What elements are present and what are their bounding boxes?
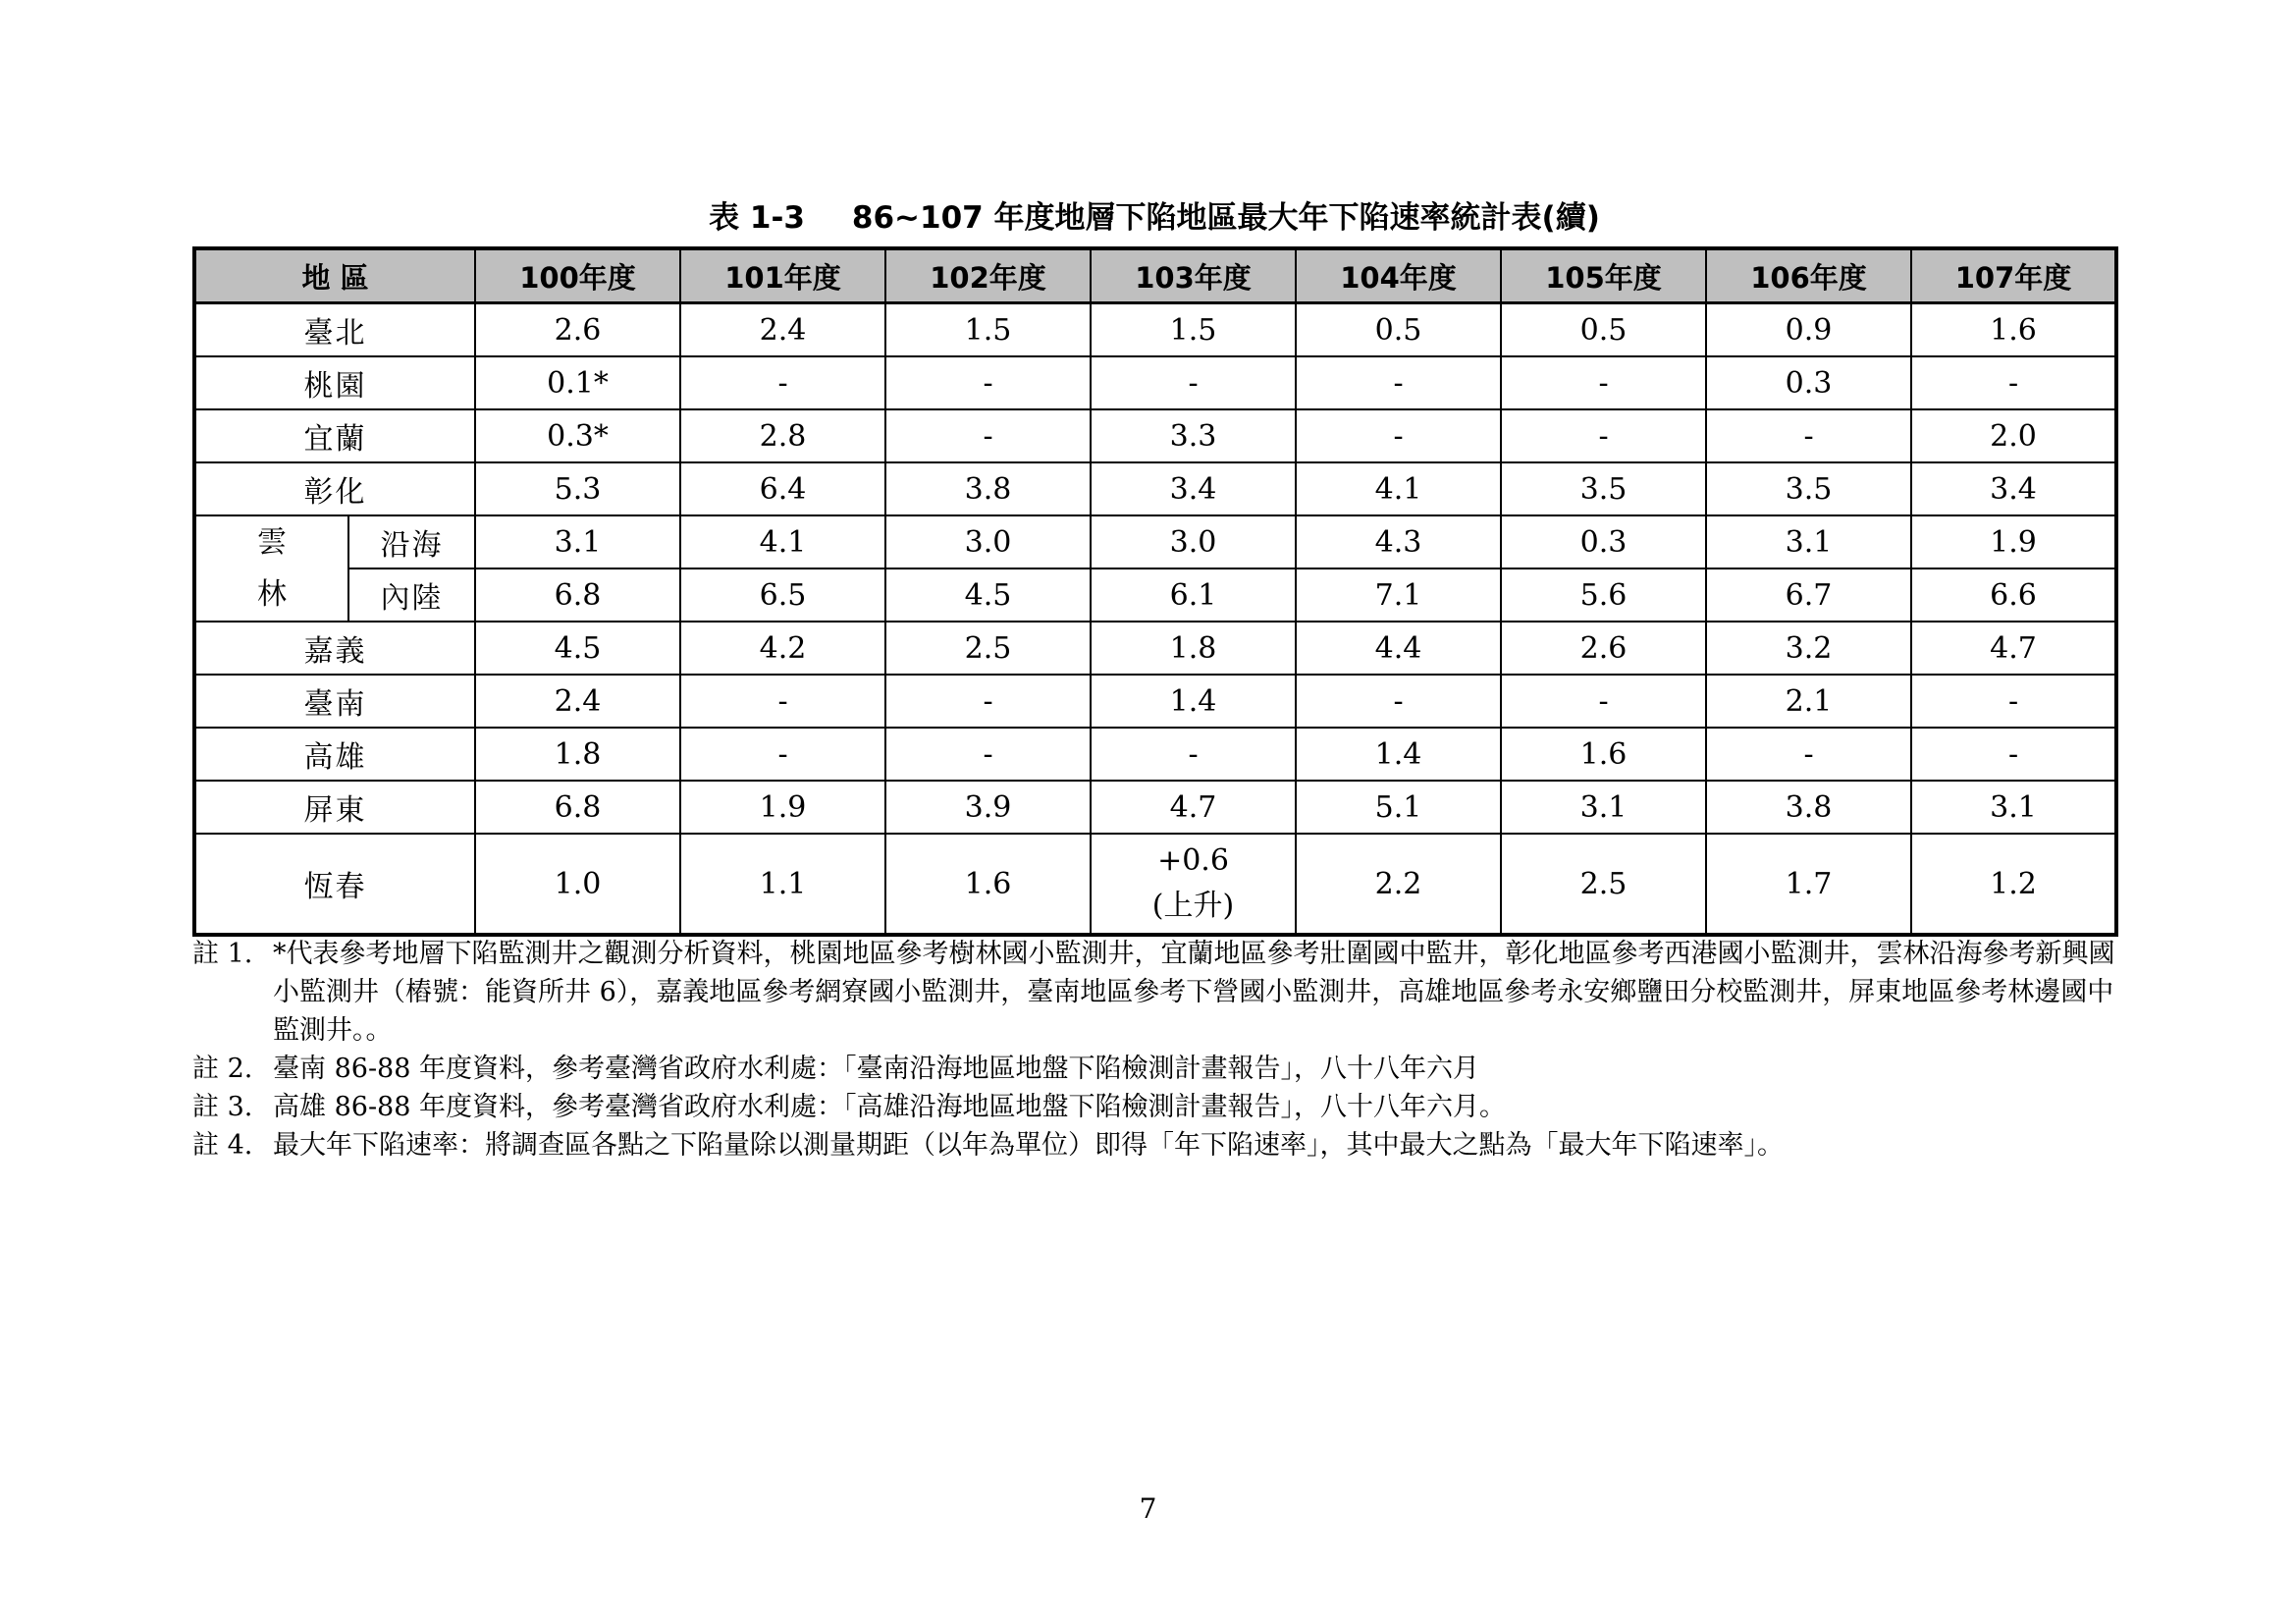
value-cell: - — [1501, 675, 1706, 728]
table-row — [194, 303, 2116, 357]
value-cell: 1.1 — [680, 834, 885, 935]
subregion-cell: 沿海 — [348, 515, 475, 568]
value-cell: 4.3 — [1296, 515, 1501, 568]
region-cell: 高雄 — [194, 728, 475, 781]
value-cell: 1.9 — [1911, 515, 2116, 568]
table-title — [192, 196, 2116, 240]
value-cell: - — [885, 675, 1091, 728]
value-cell: 1.8 — [1091, 622, 1296, 675]
value-cell: 3.4 — [1911, 462, 2116, 515]
value-cell: 5.3 — [475, 462, 680, 515]
footnote-label: 註 3. — [192, 1092, 253, 1122]
value-cell: 1.6 — [1911, 303, 2116, 357]
value-cell: 4.7 — [1091, 781, 1296, 834]
region-cell: 臺南 — [194, 675, 475, 728]
value-cell: 6.8 — [475, 781, 680, 834]
value-cell: 1.2 — [1911, 834, 2116, 935]
table-row — [194, 675, 2116, 728]
footnote — [192, 1126, 2121, 1164]
value-cell: 2.8 — [680, 409, 885, 462]
value-cell: - — [680, 356, 885, 409]
value-cell: 4.4 — [1296, 622, 1501, 675]
region-cell: 宜蘭 — [194, 409, 475, 462]
value-cell: - — [1296, 675, 1501, 728]
value-cell: 0.9 — [1706, 303, 1911, 357]
value-cell-rise — [1091, 834, 1296, 935]
year-header: 104年度 — [1296, 248, 1501, 303]
value-cell: 4.7 — [1911, 622, 2116, 675]
value-cell: 4.2 — [680, 622, 885, 675]
value-cell: 3.1 — [1706, 515, 1911, 568]
value-cell: 3.0 — [1091, 515, 1296, 568]
value-cell: 0.1* — [475, 356, 680, 409]
value-cell: 6.7 — [1706, 568, 1911, 622]
value-cell: 3.1 — [1501, 781, 1706, 834]
table-row — [194, 622, 2116, 675]
region-cell: 屏東 — [194, 781, 475, 834]
value-cell: 1.9 — [680, 781, 885, 834]
value-cell: 7.1 — [1296, 568, 1501, 622]
value-cell: 3.2 — [1706, 622, 1911, 675]
value-cell: 6.6 — [1911, 568, 2116, 622]
region-cell: 臺北 — [194, 303, 475, 357]
value-cell: 3.1 — [1911, 781, 2116, 834]
footnote-text: 臺南 86-88 年度資料，參考臺灣省政府水利處：「臺南沿海地區地盤下陷檢測計畫報告」，八十八年六月 — [273, 1054, 1479, 1084]
value-cell: 1.6 — [1501, 728, 1706, 781]
table-row — [194, 356, 2116, 409]
value-cell: - — [680, 675, 885, 728]
table-row — [194, 462, 2116, 515]
footnote-label: 註 2. — [192, 1054, 253, 1084]
value-cell: 6.1 — [1091, 568, 1296, 622]
rise-note: (上升) — [1151, 889, 1235, 923]
region-cell: 彰化 — [194, 462, 475, 515]
value-cell: 2.5 — [885, 622, 1091, 675]
region-cell: 嘉義 — [194, 622, 475, 675]
value-cell: 3.8 — [1706, 781, 1911, 834]
value-cell: - — [680, 728, 885, 781]
yunlin-label-bottom: 林 — [194, 568, 348, 622]
value-cell: 4.1 — [680, 515, 885, 568]
year-header: 103年度 — [1091, 248, 1296, 303]
value-cell: - — [1501, 356, 1706, 409]
value-cell: 3.9 — [885, 781, 1091, 834]
value-cell: 1.8 — [475, 728, 680, 781]
value-cell: 4.5 — [475, 622, 680, 675]
value-cell: 2.4 — [475, 675, 680, 728]
value-cell: 3.3 — [1091, 409, 1296, 462]
value-cell: 2.6 — [475, 303, 680, 357]
value-cell: - — [1911, 356, 2116, 409]
value-cell: 4.5 — [885, 568, 1091, 622]
table-row — [194, 568, 2116, 622]
table-title-text: 86~107 年度地層下陷地區最大年下陷速率統計表(續) — [851, 200, 1600, 236]
year-header: 105年度 — [1501, 248, 1706, 303]
value-cell: 2.1 — [1706, 675, 1911, 728]
value-cell: 3.1 — [475, 515, 680, 568]
header-row — [194, 248, 2116, 303]
footnote-text: *代表參考地層下陷監測井之觀測分析資料，桃園地區參考樹林國小監測井，宜蘭地區參考壯圍國中監井，彰化地區參考西港國小監測井，雲林沿海參考新興國小監測井（樁號：能資所井 6），嘉義地區參考網寮國小監測井，臺南地區參考下營國小監測井，高雄地區參考永安鄉鹽田分校監測井，屏東地區參考林邊國中監測井。。 — [273, 939, 2115, 1046]
value-cell: 6.8 — [475, 568, 680, 622]
region-header: 地 區 — [194, 248, 475, 303]
footnote-label: 註 1. — [192, 939, 253, 969]
footnotes — [192, 935, 2121, 1164]
footnote — [192, 1050, 2121, 1088]
footnote-text: 高雄 86-88 年度資料，參考臺灣省政府水利處：「高雄沿海地區地盤下陷檢測計畫報告」，八十八年六月。 — [273, 1092, 1506, 1122]
value-cell: - — [885, 409, 1091, 462]
value-cell: 0.3* — [475, 409, 680, 462]
value-cell: - — [1911, 675, 2116, 728]
footnote — [192, 935, 2121, 1050]
value-cell: 2.2 — [1296, 834, 1501, 935]
year-header: 101年度 — [680, 248, 885, 303]
value-cell: - — [1091, 356, 1296, 409]
value-cell: - — [1091, 728, 1296, 781]
value-cell: 0.5 — [1296, 303, 1501, 357]
value-cell: 3.4 — [1091, 462, 1296, 515]
value-cell: 1.5 — [1091, 303, 1296, 357]
value-cell: 1.0 — [475, 834, 680, 935]
footnote — [192, 1088, 2121, 1126]
value-cell: 1.4 — [1296, 728, 1501, 781]
table-row — [194, 834, 2116, 935]
value-cell: 2.5 — [1501, 834, 1706, 935]
value-cell: 6.5 — [680, 568, 885, 622]
value-cell: - — [1296, 409, 1501, 462]
value-cell: - — [885, 356, 1091, 409]
value-cell: 4.1 — [1296, 462, 1501, 515]
value-cell: 2.0 — [1911, 409, 2116, 462]
value-cell: 1.6 — [885, 834, 1091, 935]
subsidence-rate-table — [192, 246, 2118, 937]
year-header: 107年度 — [1911, 248, 2116, 303]
table-row — [194, 515, 2116, 568]
table-row — [194, 409, 2116, 462]
value-cell: - — [885, 728, 1091, 781]
yunlin-label-top: 雲 — [194, 515, 348, 568]
rise-value: +0.6 — [1157, 843, 1229, 878]
table-row — [194, 728, 2116, 781]
subregion-cell: 內陸 — [348, 568, 475, 622]
value-cell: 1.4 — [1091, 675, 1296, 728]
table-number: 表 1-3 — [709, 200, 805, 236]
value-cell: 6.4 — [680, 462, 885, 515]
value-cell: 0.3 — [1706, 356, 1911, 409]
value-cell: 3.8 — [885, 462, 1091, 515]
year-header: 106年度 — [1706, 248, 1911, 303]
year-header: 102年度 — [885, 248, 1091, 303]
footnote-text: 最大年下陷速率：將調查區各點之下陷量除以測量期距（以年為單位）即得「年下陷速率」，其中最大之點為「最大年下陷速率」。 — [273, 1130, 1784, 1161]
value-cell: 3.0 — [885, 515, 1091, 568]
value-cell: - — [1296, 356, 1501, 409]
value-cell: - — [1706, 409, 1911, 462]
value-cell: 0.3 — [1501, 515, 1706, 568]
page-number: 7 — [1139, 1492, 1157, 1525]
year-header: 100年度 — [475, 248, 680, 303]
value-cell: 2.6 — [1501, 622, 1706, 675]
value-cell: 5.1 — [1296, 781, 1501, 834]
value-cell: 1.7 — [1706, 834, 1911, 935]
value-cell: 1.5 — [885, 303, 1091, 357]
region-cell: 恆春 — [194, 834, 475, 935]
table-row — [194, 781, 2116, 834]
value-cell: 3.5 — [1501, 462, 1706, 515]
value-cell: 2.4 — [680, 303, 885, 357]
value-cell: - — [1706, 728, 1911, 781]
value-cell: 3.5 — [1706, 462, 1911, 515]
region-cell: 桃園 — [194, 356, 475, 409]
value-cell: 0.5 — [1501, 303, 1706, 357]
value-cell: 5.6 — [1501, 568, 1706, 622]
footnote-label: 註 4. — [192, 1130, 253, 1161]
value-cell: - — [1911, 728, 2116, 781]
value-cell: - — [1501, 409, 1706, 462]
